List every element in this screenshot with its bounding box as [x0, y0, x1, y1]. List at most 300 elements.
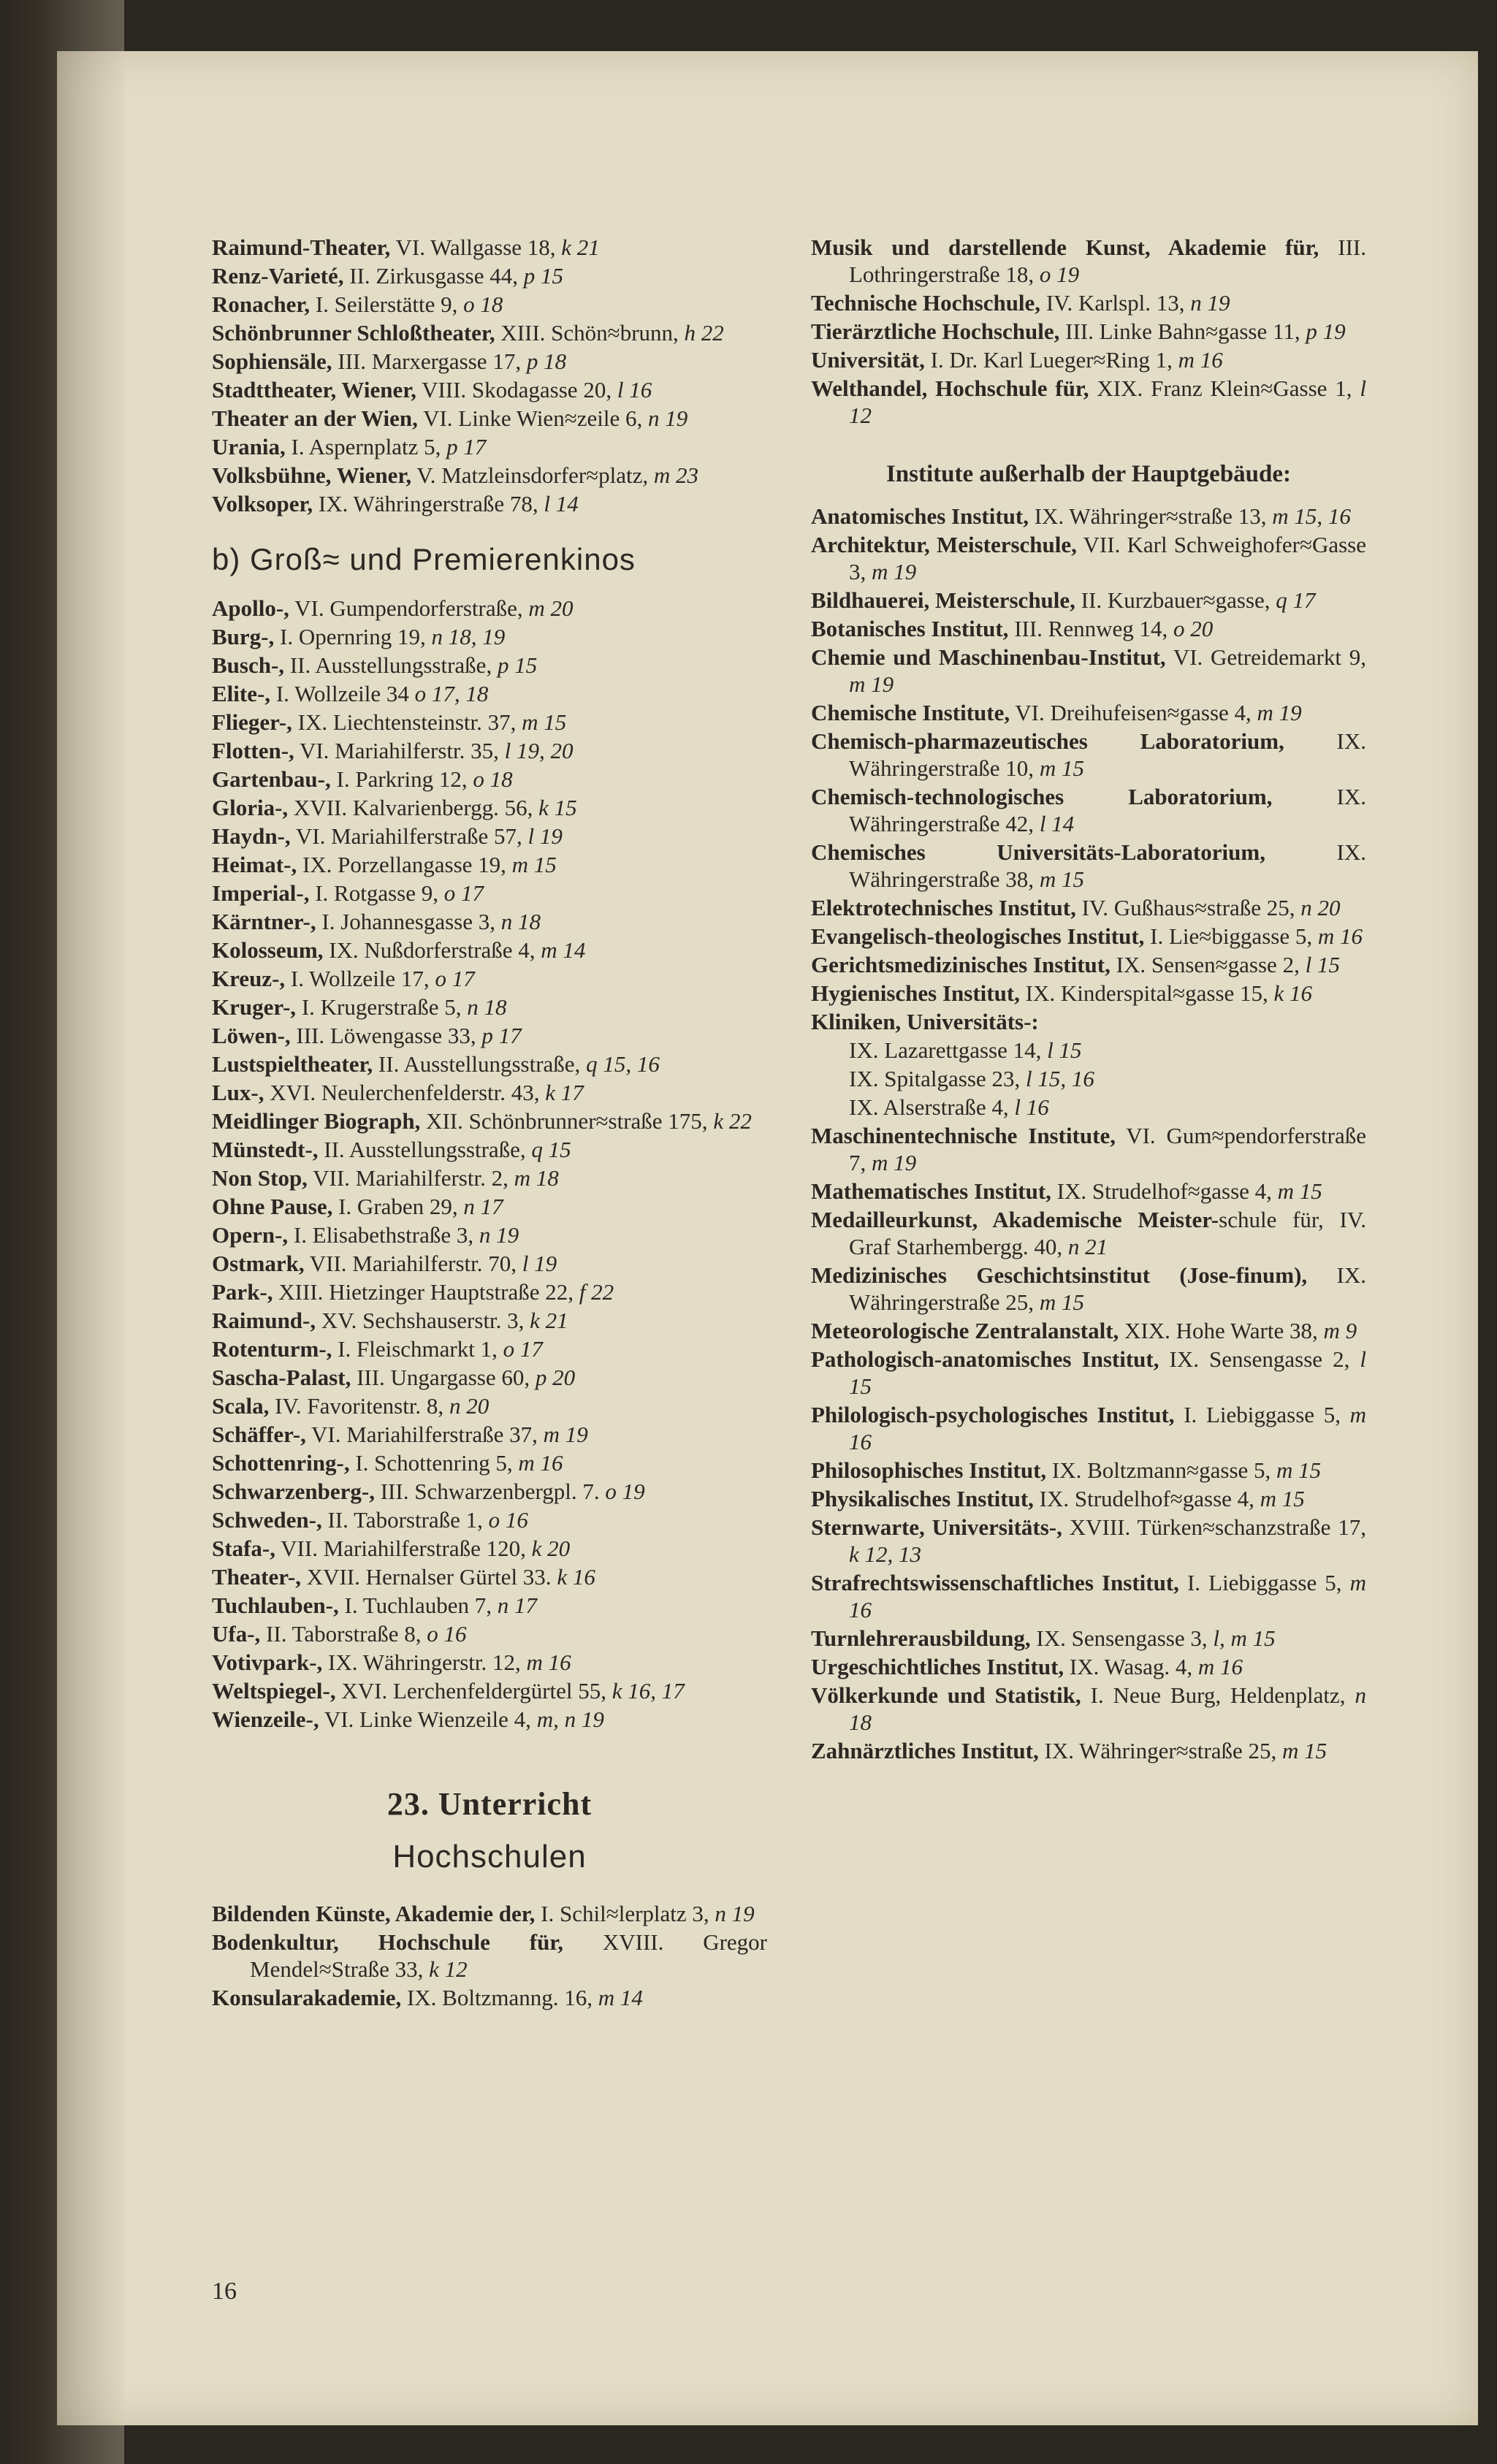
- entry-grid-code: f 22: [573, 1279, 614, 1305]
- entry-address: IX. Spitalgasse 23,: [849, 1066, 1021, 1091]
- entry-grid-code: m 19: [1251, 700, 1302, 725]
- entry-name: Schottenring-,: [212, 1450, 350, 1476]
- entry-name: Kruger-,: [212, 994, 297, 1020]
- list-item: [212, 1506, 767, 1533]
- entry-address: IX. Boltzmann≈gasse 5,: [1046, 1457, 1271, 1483]
- entry-address: I. Liebiggasse 5,: [1174, 1402, 1341, 1427]
- entry-grid-code: n 17: [457, 1194, 503, 1219]
- entry-grid-code: h 22: [678, 320, 724, 346]
- list-item: [212, 405, 767, 432]
- entry-address: I. Tuchlauben 7,: [338, 1593, 492, 1618]
- entry-grid-code: o 16: [482, 1507, 528, 1533]
- entry-address: II. Ausstellungsstraße,: [318, 1137, 526, 1162]
- entry-name: Imperial-,: [212, 880, 310, 906]
- list-item: [811, 728, 1366, 782]
- entry-grid-code: m 20: [522, 595, 574, 621]
- entry-name: Chemische Institute,: [811, 700, 1010, 725]
- entry-grid-code: l 12: [849, 375, 1366, 428]
- entry-grid-code: m 15: [516, 709, 567, 735]
- entry-grid-code: l 16: [612, 377, 652, 403]
- list-item: [212, 880, 767, 907]
- entry-address: III. Löwengasse 33,: [290, 1023, 476, 1048]
- institute-heading: Institute außerhalb der Hauptgebäude:: [885, 461, 1292, 487]
- list-item: [212, 319, 767, 346]
- entry-grid-code: m 15: [1254, 1486, 1305, 1511]
- entry-address: XVIII. Gregor Mendel≈Straße 33,: [250, 1929, 767, 1982]
- hochschulen-list-continued: [811, 234, 1366, 429]
- entry-name: Medizinisches Geschichtsinstitut (Jose-finum),: [811, 1262, 1308, 1288]
- list-item: [811, 1682, 1366, 1736]
- entry-address: I. Fleischmarkt 1,: [332, 1336, 498, 1362]
- entry-address: I. Seilerstätte 9,: [310, 291, 458, 317]
- list-item: [212, 766, 767, 793]
- entry-name: Turnlehrerausbildung,: [811, 1625, 1031, 1651]
- entry-grid-code: m 14: [592, 1985, 643, 2010]
- entry-name: Philosophisches Institut,: [811, 1457, 1047, 1483]
- entry-grid-code: k 16: [1268, 980, 1313, 1006]
- entry-name: Elektrotechnisches Institut,: [811, 895, 1076, 920]
- list-item: [811, 1094, 1366, 1121]
- entry-address: II. Taborstraße 8,: [260, 1621, 422, 1647]
- entry-grid-code: n 18: [461, 994, 507, 1020]
- entry-address: IX. Boltzmanng. 16,: [401, 1985, 593, 2010]
- entry-name: Chemisch-technologisches Laboratorium,: [811, 784, 1273, 809]
- entry-address: IV. Karlspl. 13,: [1040, 290, 1185, 316]
- entry-address: I. Schottenring 5,: [349, 1450, 513, 1476]
- list-item: [811, 894, 1366, 921]
- entry-address: XVII. Hernalser Gürtel 33.: [300, 1564, 552, 1590]
- entry-grid-code: p 19: [1300, 319, 1346, 344]
- list-item: [212, 680, 767, 707]
- entry-grid-code: o 18: [467, 766, 513, 792]
- entry-grid-code: n 17: [492, 1593, 537, 1618]
- entry-name: Heimat-,: [212, 852, 297, 877]
- list-item: [811, 1737, 1366, 1764]
- list-item: [212, 348, 767, 375]
- entry-address: II. Ausstellungsstraße,: [373, 1051, 581, 1077]
- entry-address: VIII. Skodagasse 20,: [416, 377, 612, 403]
- entry-grid-code: o 17, 18: [408, 681, 489, 706]
- entry-address: XV. Sechshauserstr. 3,: [316, 1308, 525, 1333]
- entry-address: VI. Mariahilferstraße 57,: [290, 823, 522, 849]
- entry-address: I. Parkring 12,: [330, 766, 468, 792]
- list-item: [212, 937, 767, 964]
- entry-name: Haydn-,: [212, 823, 291, 849]
- entry-name: Weltspiegel-,: [212, 1678, 336, 1704]
- entry-grid-code: l 15: [1041, 1037, 1082, 1063]
- list-item: [811, 644, 1366, 698]
- entry-grid-code: m 19: [537, 1422, 588, 1447]
- list-item: [212, 433, 767, 460]
- entry-name: Musik und darstellende Kunst, Akademie für,: [811, 234, 1319, 260]
- entry-name: Maschinentechnische Institute,: [811, 1123, 1116, 1148]
- entry-name: Flieger-,: [212, 709, 292, 735]
- entry-address: XII. Schönbrunner≈straße 175,: [420, 1108, 708, 1134]
- list-item: [212, 462, 767, 489]
- list-item: [811, 1122, 1366, 1176]
- entry-grid-code: n 19: [1184, 290, 1230, 316]
- list-item: [212, 1335, 767, 1362]
- list-item: [212, 1392, 767, 1419]
- entry-name: Elite-,: [212, 681, 271, 706]
- kliniken-list: [811, 1037, 1366, 1121]
- entry-grid-code: n 20: [1295, 895, 1341, 920]
- list-item: [212, 1307, 767, 1334]
- entry-grid-code: m 16: [520, 1649, 571, 1675]
- list-item: [811, 289, 1366, 316]
- entry-name: Meidlinger Biograph,: [212, 1108, 421, 1134]
- entry-address: III. Linke Bahn≈gasse 11,: [1059, 319, 1300, 344]
- entry-address: XIX. Hohe Warte 38,: [1119, 1318, 1318, 1343]
- entry-name: Wienzeile-,: [212, 1706, 319, 1732]
- entry-grid-code: k 20: [525, 1536, 571, 1561]
- entry-grid-code: p 18: [521, 348, 567, 374]
- list-item: [212, 1050, 767, 1077]
- entry-grid-code: l 15, 16: [1020, 1066, 1094, 1091]
- entry-address: IX. Porzellangasse 19,: [297, 852, 506, 877]
- entry-name: Pathologisch-anatomisches Institut,: [811, 1346, 1159, 1372]
- entry-name: Busch-,: [212, 652, 285, 678]
- entry-name: Volksbühne, Wiener,: [212, 462, 412, 488]
- entry-address: I. Dr. Karl Lueger≈Ring 1,: [924, 347, 1173, 373]
- list-item: [212, 1136, 767, 1163]
- entry-grid-code: m 16: [849, 1570, 1366, 1622]
- entry-address: XVIII. Türken≈schanzstraße 17,: [1062, 1514, 1366, 1540]
- entry-address: II. Taborstraße 1,: [321, 1507, 483, 1533]
- entry-address: I. Wollzeile 17,: [285, 966, 430, 991]
- entry-grid-code: m 19: [866, 559, 917, 584]
- list-item: [811, 1262, 1366, 1316]
- entry-grid-code: n 19: [709, 1901, 755, 1926]
- entry-address: VII. Karl Schweighofer≈Gasse 3,: [849, 532, 1366, 584]
- entry-name: Raimund-Theater,: [212, 234, 391, 260]
- entry-address: IX. Währingerstr. 12,: [322, 1649, 521, 1675]
- list-item: [212, 709, 767, 736]
- entry-address: III. Marxergasse 17,: [332, 348, 522, 374]
- kinos-heading: b) Groß≈ und Premierenkinos: [212, 542, 636, 576]
- entry-grid-code: p 17: [441, 434, 487, 459]
- entry-address: XVI. Neulerchenfelderstr. 43,: [264, 1080, 540, 1105]
- entry-address: IX. Alserstraße 4,: [849, 1094, 1009, 1120]
- entry-address: I. Krugerstraße 5,: [296, 994, 462, 1020]
- list-item: [212, 1649, 767, 1676]
- list-item: [811, 1569, 1366, 1623]
- list-item: [811, 587, 1366, 614]
- page-number: 16: [212, 2278, 237, 2305]
- entry-name: Schönbrunner Schloßtheater,: [212, 320, 495, 346]
- list-item: [212, 1193, 767, 1220]
- kino-list: [212, 595, 767, 1733]
- entry-grid-code: q 15: [525, 1137, 571, 1162]
- entry-address: I. Aspernplatz 5,: [285, 434, 441, 459]
- entry-name: Konsularakademie,: [212, 1985, 402, 2010]
- list-item: [811, 839, 1366, 893]
- list-item: [811, 503, 1366, 530]
- list-item: [212, 1221, 767, 1248]
- entry-name: Sophiensäle,: [212, 348, 332, 374]
- entry-grid-code: n 20: [443, 1393, 490, 1419]
- entry-name: Lux-,: [212, 1080, 264, 1105]
- list-item: [811, 1178, 1366, 1205]
- institute-list-continued: [811, 1122, 1366, 1764]
- entry-name: Welthandel, Hochschule für,: [811, 375, 1089, 401]
- entry-grid-code: k 15: [533, 795, 577, 820]
- list-item: [212, 1107, 767, 1134]
- list-item: [811, 699, 1366, 726]
- entry-address: IX. Liechtensteinstr. 37,: [292, 709, 517, 735]
- list-item: [212, 1478, 767, 1505]
- entry-grid-code: k 22: [707, 1108, 752, 1134]
- entry-name: Philologisch-psychologisches Institut,: [811, 1402, 1175, 1427]
- entry-name: Meteorologische Zentralanstalt,: [811, 1318, 1119, 1343]
- entry-name: Technische Hochschule,: [811, 290, 1041, 316]
- list-item: [811, 531, 1366, 585]
- entry-address: I. Johannesgasse 3,: [316, 909, 495, 934]
- entry-address: I. Lie≈biggasse 5,: [1144, 923, 1313, 949]
- list-item: [212, 595, 767, 622]
- entry-address: VI. Linke Wienzeile 4,: [319, 1706, 531, 1732]
- entry-grid-code: l 14: [1034, 811, 1075, 836]
- list-item: [212, 1620, 767, 1647]
- entry-grid-code: l 15: [1299, 952, 1340, 977]
- entry-grid-code: l 16: [1008, 1094, 1049, 1120]
- entry-name: Opern-,: [212, 1222, 289, 1248]
- entry-address: I. Elisabethstraße 3,: [288, 1222, 474, 1248]
- entry-address: VI. Gumpendorferstraße,: [289, 595, 523, 621]
- entry-address: IX. Währingerstraße 25,: [849, 1262, 1366, 1315]
- entry-grid-code: n 19: [642, 405, 688, 431]
- entry-address: I. Rotgasse 9,: [309, 880, 438, 906]
- entry-grid-code: m 16: [849, 1402, 1367, 1454]
- entry-grid-code: m 15: [1271, 1178, 1322, 1204]
- list-item: [811, 375, 1366, 429]
- list-item: [811, 1037, 1366, 1064]
- entry-name: Flotten-,: [212, 738, 294, 763]
- entry-address: I. Schil≈lerplatz 3,: [535, 1901, 709, 1926]
- entry-address: IX. Währingerstraße 78,: [313, 491, 538, 516]
- list-item: [212, 1900, 767, 1927]
- entry-name: Universität,: [811, 347, 925, 373]
- entry-address: XIII. Schön≈brunn,: [495, 320, 679, 346]
- entry-address: I. Liebiggasse 5,: [1178, 1570, 1342, 1595]
- entry-name: Sternwarte, Universitäts-,: [811, 1514, 1062, 1540]
- entry-grid-code: m 16: [1172, 347, 1223, 373]
- list-item: [811, 1317, 1366, 1344]
- entry-grid-code: l 19: [522, 823, 563, 849]
- list-item: [212, 1706, 767, 1733]
- entry-grid-code: m 14: [535, 937, 586, 963]
- entry-address: VI. Gum≈pendorferstraße 7,: [849, 1123, 1366, 1175]
- list-item: [212, 1535, 767, 1562]
- entry-name: Bildhauerei, Meisterschule,: [811, 587, 1075, 613]
- list-item: [212, 1421, 767, 1448]
- entry-name: Tierärztliche Hochschule,: [811, 319, 1060, 344]
- hochschulen-list: [212, 1900, 767, 2011]
- entry-grid-code: p 17: [476, 1023, 522, 1048]
- entry-grid-code: m 19: [849, 671, 894, 697]
- entry-grid-code: l 19, 20: [498, 738, 574, 763]
- list-item: [212, 1563, 767, 1590]
- entry-name: Kärntner-,: [212, 909, 316, 934]
- list-item: [811, 1653, 1366, 1680]
- list-item: [212, 1449, 767, 1476]
- entry-name: Stadttheater, Wiener,: [212, 377, 416, 403]
- list-item: [811, 1485, 1366, 1512]
- entry-grid-code: p 15: [492, 652, 538, 678]
- entry-name: Urania,: [212, 434, 286, 459]
- list-item: [212, 1278, 767, 1305]
- entry-name: Votivpark-,: [212, 1649, 323, 1675]
- entry-address: IX. Währingerstraße 10,: [849, 728, 1366, 781]
- entry-name: Architektur, Meisterschule,: [811, 532, 1077, 557]
- entry-name: Ostmark,: [212, 1251, 305, 1276]
- list-item: [811, 318, 1366, 345]
- entry-name: Urgeschichtliches Institut,: [811, 1654, 1064, 1679]
- entry-address: II. Zirkusgasse 44,: [343, 263, 518, 289]
- entry-address: schule für, IV. Graf Starhembergg. 40,: [849, 1207, 1366, 1259]
- entry-address: XVII. Kalvarienbergg. 56,: [288, 795, 533, 820]
- list-item: [811, 1514, 1366, 1568]
- entry-grid-code: o 19: [599, 1479, 645, 1504]
- entry-grid-code: n 21: [1062, 1234, 1108, 1259]
- entry-name: Renz-Varieté,: [212, 263, 344, 289]
- list-item: [811, 1625, 1366, 1652]
- entry-address: V. Matzleinsdorfer≈platz,: [411, 462, 649, 488]
- entry-name: Gloria-,: [212, 795, 289, 820]
- entry-name: Völkerkunde und Statistik,: [811, 1682, 1081, 1708]
- entry-address: IX. Sensengasse 3,: [1030, 1625, 1208, 1651]
- entry-name: Münstedt-,: [212, 1137, 319, 1162]
- list-item: [212, 234, 767, 261]
- entry-grid-code: o 17: [438, 880, 484, 906]
- entry-grid-code: m 15: [506, 852, 557, 877]
- entry-grid-code: m 15: [1034, 755, 1084, 781]
- entry-name: Kreuz-,: [212, 966, 286, 991]
- list-item: [212, 376, 767, 403]
- entry-grid-code: m, n 19: [530, 1706, 604, 1732]
- entry-name: Chemisches Universitäts-Laboratorium,: [811, 839, 1265, 865]
- entry-grid-code: m 15: [1034, 866, 1084, 892]
- entry-grid-code: q 15, 16: [580, 1051, 660, 1077]
- entry-address: I. Wollzeile 34: [270, 681, 409, 706]
- entry-grid-code: n 19: [473, 1222, 519, 1248]
- entry-address: II. Kurzbauer≈gasse,: [1075, 587, 1271, 613]
- entry-name: Botanisches Institut,: [811, 616, 1009, 641]
- list-item: [212, 652, 767, 679]
- list-item: [212, 1364, 767, 1391]
- list-item: [212, 965, 767, 992]
- entry-name: Evangelisch-theologisches Institut,: [811, 923, 1145, 949]
- entry-name: Rotenturm-,: [212, 1336, 332, 1362]
- entry-name: Schwarzenberg-,: [212, 1479, 375, 1504]
- entry-grid-code: m 15: [1271, 1457, 1322, 1483]
- entry-name: Sascha-Palast,: [212, 1365, 351, 1390]
- entry-name: Apollo-,: [212, 595, 289, 621]
- entry-grid-code: k 21: [524, 1308, 568, 1333]
- entry-name: Physikalisches Institut,: [811, 1486, 1034, 1511]
- list-item: [212, 623, 767, 650]
- entry-name: Schweden-,: [212, 1507, 322, 1533]
- entry-address: III. Schwarzenbergpl. 7.: [374, 1479, 600, 1504]
- entry-grid-code: k 17: [539, 1080, 584, 1105]
- entry-name: Ronacher,: [212, 291, 311, 317]
- entry-address: XIII. Hietzinger Hauptstraße 22,: [273, 1279, 574, 1305]
- list-item: [212, 908, 767, 935]
- entry-address: VII. Mariahilferstr. 70,: [304, 1251, 517, 1276]
- entry-name: Mathematisches Institut,: [811, 1178, 1051, 1204]
- list-item: [811, 1457, 1366, 1484]
- entry-address: III. Rennweg 14,: [1008, 616, 1168, 641]
- entry-name: Chemie und Maschinenbau-Institut,: [811, 644, 1166, 670]
- list-item: [811, 1065, 1366, 1092]
- entry-address: II. Ausstellungsstraße,: [284, 652, 492, 678]
- list-item: [811, 615, 1366, 642]
- entry-address: VII. Mariahilferstraße 120,: [275, 1536, 526, 1561]
- theater-list: [212, 234, 767, 517]
- entry-grid-code: m 19: [866, 1150, 917, 1175]
- list-item: [212, 1929, 767, 1983]
- list-item: [212, 737, 767, 764]
- entry-address: XVI. Lerchenfeldergürtel 55,: [335, 1678, 607, 1704]
- list-item: [811, 951, 1366, 978]
- list-item: [212, 1164, 767, 1191]
- entry-address: VI. Mariahilferstraße 37,: [305, 1422, 538, 1447]
- entry-name: Burg-,: [212, 624, 275, 649]
- entry-address: IX. Währinger≈straße 13,: [1028, 503, 1267, 529]
- entry-address: IX. Sensen≈gasse 2,: [1110, 952, 1300, 977]
- list-item: [811, 783, 1366, 837]
- entry-grid-code: m 18: [508, 1165, 559, 1191]
- entry-name: Hygienisches Institut,: [811, 980, 1020, 1006]
- entry-grid-code: m 16: [1312, 923, 1363, 949]
- entry-grid-code: m 15: [1276, 1738, 1328, 1763]
- list-item: [811, 346, 1366, 373]
- list-item: [811, 1346, 1366, 1400]
- entry-name: Theater-,: [212, 1564, 301, 1590]
- entry-address: IX. Sensengasse 2,: [1159, 1346, 1350, 1372]
- entry-grid-code: o 17: [497, 1336, 543, 1362]
- entry-address: IX. Lazarettgasse 14,: [849, 1037, 1042, 1063]
- entry-address: III. Lothringerstraße 18,: [849, 234, 1366, 287]
- list-item: [811, 980, 1366, 1007]
- entry-name: Raimund-,: [212, 1308, 316, 1333]
- entry-grid-code: m 16: [1192, 1654, 1243, 1679]
- entry-name: Ohne Pause,: [212, 1194, 333, 1219]
- entry-name: Theater an der Wien,: [212, 405, 418, 431]
- left-column: [212, 234, 767, 2013]
- entry-address: VI. Dreihufeisen≈gasse 4,: [1010, 700, 1252, 725]
- list-item: [212, 1677, 767, 1704]
- entry-grid-code: m 15, 16: [1266, 503, 1351, 529]
- entry-address: IX. Währingerstraße 42,: [849, 784, 1366, 836]
- list-item: [811, 1008, 1366, 1035]
- entry-name: Kolosseum,: [212, 937, 324, 963]
- entry-grid-code: n 18: [849, 1682, 1367, 1735]
- list-item: [811, 1206, 1366, 1260]
- entry-name: Schäffer-,: [212, 1422, 306, 1447]
- entry-address: IX. Wasag. 4,: [1064, 1654, 1193, 1679]
- entry-grid-code: k 21: [555, 234, 600, 260]
- entry-name: Kliniken, Universitäts-:: [811, 1009, 1039, 1034]
- entry-address: IV. Gußhaus≈straße 25,: [1075, 895, 1295, 920]
- entry-name: Non Stop,: [212, 1165, 308, 1191]
- entry-grid-code: m 23: [648, 462, 699, 488]
- entry-grid-code: k 12: [423, 1956, 468, 1982]
- entry-name: Strafrechtswissenschaftliches Institut,: [811, 1570, 1179, 1595]
- entry-name: Gartenbau-,: [212, 766, 331, 792]
- entry-address: IX. Kinderspital≈gasse 15,: [1019, 980, 1268, 1006]
- entry-name: Bildenden Künste, Akademie der,: [212, 1901, 536, 1926]
